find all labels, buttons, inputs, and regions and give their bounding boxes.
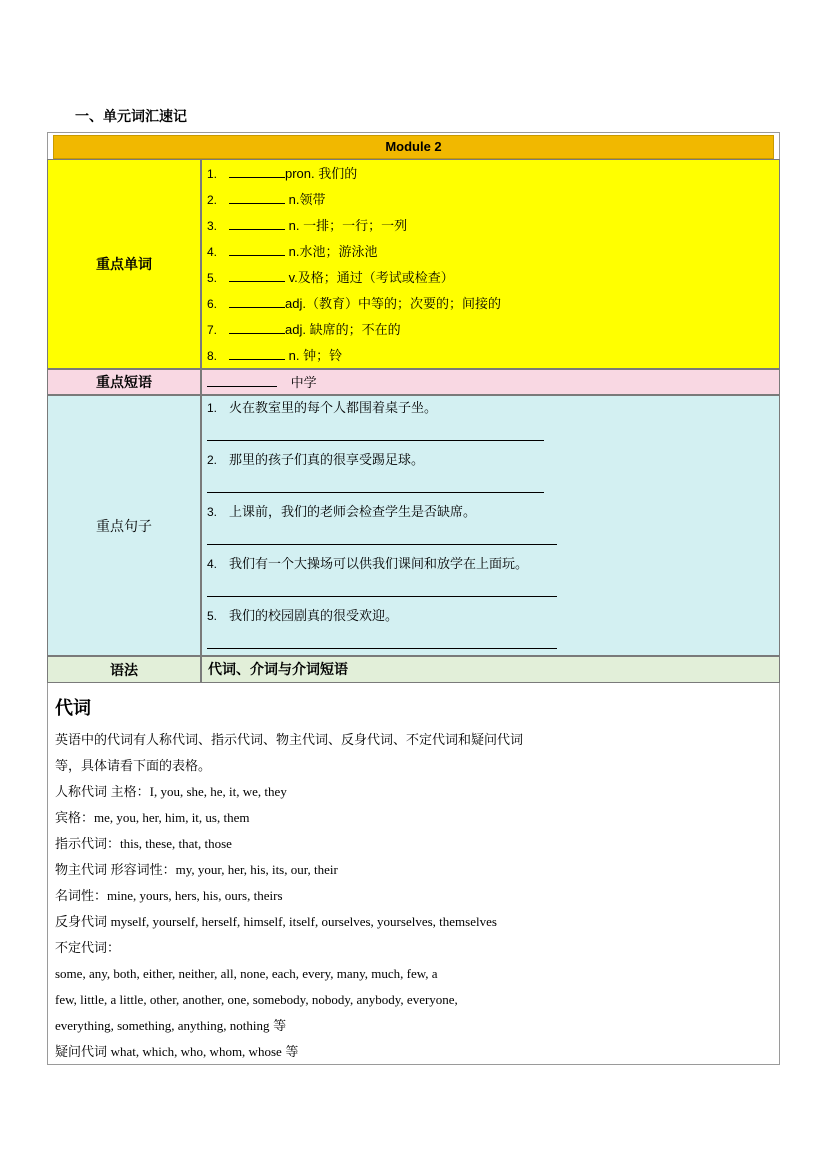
- sentences-label: 重点句子: [47, 395, 201, 656]
- sentence-number: 1.: [207, 401, 218, 415]
- word-blank[interactable]: [229, 215, 285, 230]
- phrase-text: 中学: [290, 375, 317, 390]
- personal-object: me, you, her, him, it, us, them: [94, 810, 250, 825]
- demonstrative-label: 指示代词：: [55, 836, 121, 851]
- interrogative-line: [55, 1042, 298, 1062]
- possessive-adj-line: [55, 860, 338, 880]
- word-meaning: adj. 缺席的；不在的: [285, 322, 401, 337]
- section-title: 一、单元词汇速记: [75, 108, 187, 124]
- word-blank[interactable]: [229, 163, 285, 178]
- word-meaning: pron. 我们的: [285, 166, 358, 181]
- word-number: 7.: [207, 323, 218, 337]
- grammar-label: 语法: [47, 656, 201, 683]
- word-meaning: n. 钟；铃: [285, 348, 343, 363]
- word-meaning: n.领带: [285, 192, 326, 207]
- pronoun-heading: 代词: [55, 698, 91, 718]
- personal-subject: I, you, she, he, it, we, they: [149, 784, 287, 799]
- word-blank[interactable]: [229, 345, 285, 360]
- object-label: 宾格：: [55, 810, 95, 825]
- noun-label: 名词性：: [55, 888, 108, 903]
- word-item: [207, 319, 401, 339]
- word-number: 1.: [207, 167, 218, 181]
- word-item: [207, 345, 342, 365]
- word-item: [207, 189, 325, 209]
- answer-line[interactable]: [207, 440, 544, 441]
- sentence-text: 火在教室里的每个人都围着桌子坐。: [229, 400, 438, 415]
- sentence-number: 3.: [207, 505, 218, 519]
- possessive-adj-list: my, your, her, his, its, our, their: [175, 862, 338, 877]
- demonstrative-line: [55, 834, 232, 854]
- word-meaning: adj.（教育）中等的；次要的；间接的: [285, 296, 501, 311]
- module-title: Module 2: [53, 135, 774, 159]
- words-label: 重点单词: [47, 159, 201, 369]
- interrogative-label: 疑问代词: [55, 1044, 111, 1059]
- answer-line[interactable]: [207, 648, 557, 649]
- word-number: 4.: [207, 245, 218, 259]
- word-number: 8.: [207, 349, 218, 363]
- indefinite-line-3: everything, something, anything, nothing: [55, 1018, 270, 1033]
- sentence-text: 那里的孩子们真的很享受踢足球。: [229, 452, 425, 467]
- sentence-text: 我们的校园剧真的很受欢迎。: [229, 608, 399, 623]
- word-meaning: n. 一排；一行；一列: [285, 218, 408, 233]
- word-meaning: v.及格；通过（考试或检查）: [285, 270, 454, 285]
- phrase-blank[interactable]: [207, 372, 277, 387]
- indefinite-line-1: some, any, both, either, neither, all, none, each, every, many, much, few, a: [55, 966, 438, 981]
- indefinite-line-3-row: [55, 1016, 286, 1036]
- word-blank[interactable]: [229, 267, 285, 282]
- word-number: 6.: [207, 297, 218, 311]
- intro-line-2: 等，具体请看下面的表格。: [55, 758, 212, 773]
- word-blank[interactable]: [229, 293, 285, 308]
- word-number: 3.: [207, 219, 218, 233]
- sentence-item: [207, 398, 437, 418]
- word-item: [207, 241, 377, 261]
- word-blank[interactable]: [229, 319, 285, 334]
- word-blank[interactable]: [229, 189, 285, 204]
- word-number: 5.: [207, 271, 218, 285]
- personal-subject-line: [55, 782, 287, 802]
- interrogative-list: what, which, who, whom, whose: [110, 1044, 282, 1059]
- personal-object-line: [55, 808, 249, 828]
- sentence-number: 5.: [207, 609, 218, 623]
- word-item: [207, 215, 407, 235]
- reflexive-list: myself, yourself, herself, himself, itself, ourselves, yourselves, themselves: [110, 914, 497, 929]
- reflexive-label: 反身代词: [55, 914, 111, 929]
- personal-label: 人称代词 主格：: [55, 784, 150, 799]
- sentence-item: [207, 606, 398, 626]
- answer-line[interactable]: [207, 544, 557, 545]
- reflexive-line: [55, 912, 497, 932]
- indefinite-suffix: 等: [269, 1018, 287, 1033]
- phrase-item: [207, 372, 317, 392]
- indefinite-line-2: few, little, a little, other, another, one, somebody, nobody, anybody, everyone,: [55, 992, 458, 1007]
- demonstrative-list: this, these, that, those: [120, 836, 232, 851]
- possessive-label: 物主代词 形容词性：: [55, 862, 176, 877]
- indefinite-label: 不定代词：: [55, 940, 121, 955]
- interrogative-suffix: 等: [281, 1044, 299, 1059]
- possessive-noun-line: [55, 886, 283, 906]
- word-number: 2.: [207, 193, 218, 207]
- word-meaning: n.水池；游泳池: [285, 244, 378, 259]
- sentence-text: 我们有一个大操场可以供我们课间和放学在上面玩。: [229, 556, 529, 571]
- sentence-item: [207, 502, 476, 522]
- word-item: [207, 163, 357, 183]
- sentence-item: [207, 450, 424, 470]
- grammar-value: 代词、介词与介词短语: [201, 656, 780, 683]
- sentence-number: 4.: [207, 557, 218, 571]
- sentence-text: 上课前，我们的老师会检查学生是否缺席。: [229, 504, 477, 519]
- sentence-item: [207, 554, 528, 574]
- word-item: [207, 293, 501, 313]
- answer-line[interactable]: [207, 492, 544, 493]
- phrases-label: 重点短语: [47, 369, 201, 395]
- possessive-noun-list: mine, yours, hers, his, ours, theirs: [107, 888, 283, 903]
- answer-line[interactable]: [207, 596, 557, 597]
- sentence-number: 2.: [207, 453, 218, 467]
- word-item: [207, 267, 454, 287]
- intro-line-1: 英语中的代词有人称代词、指示代词、物主代词、反身代词、不定代词和疑问代词: [55, 732, 524, 747]
- word-blank[interactable]: [229, 241, 285, 256]
